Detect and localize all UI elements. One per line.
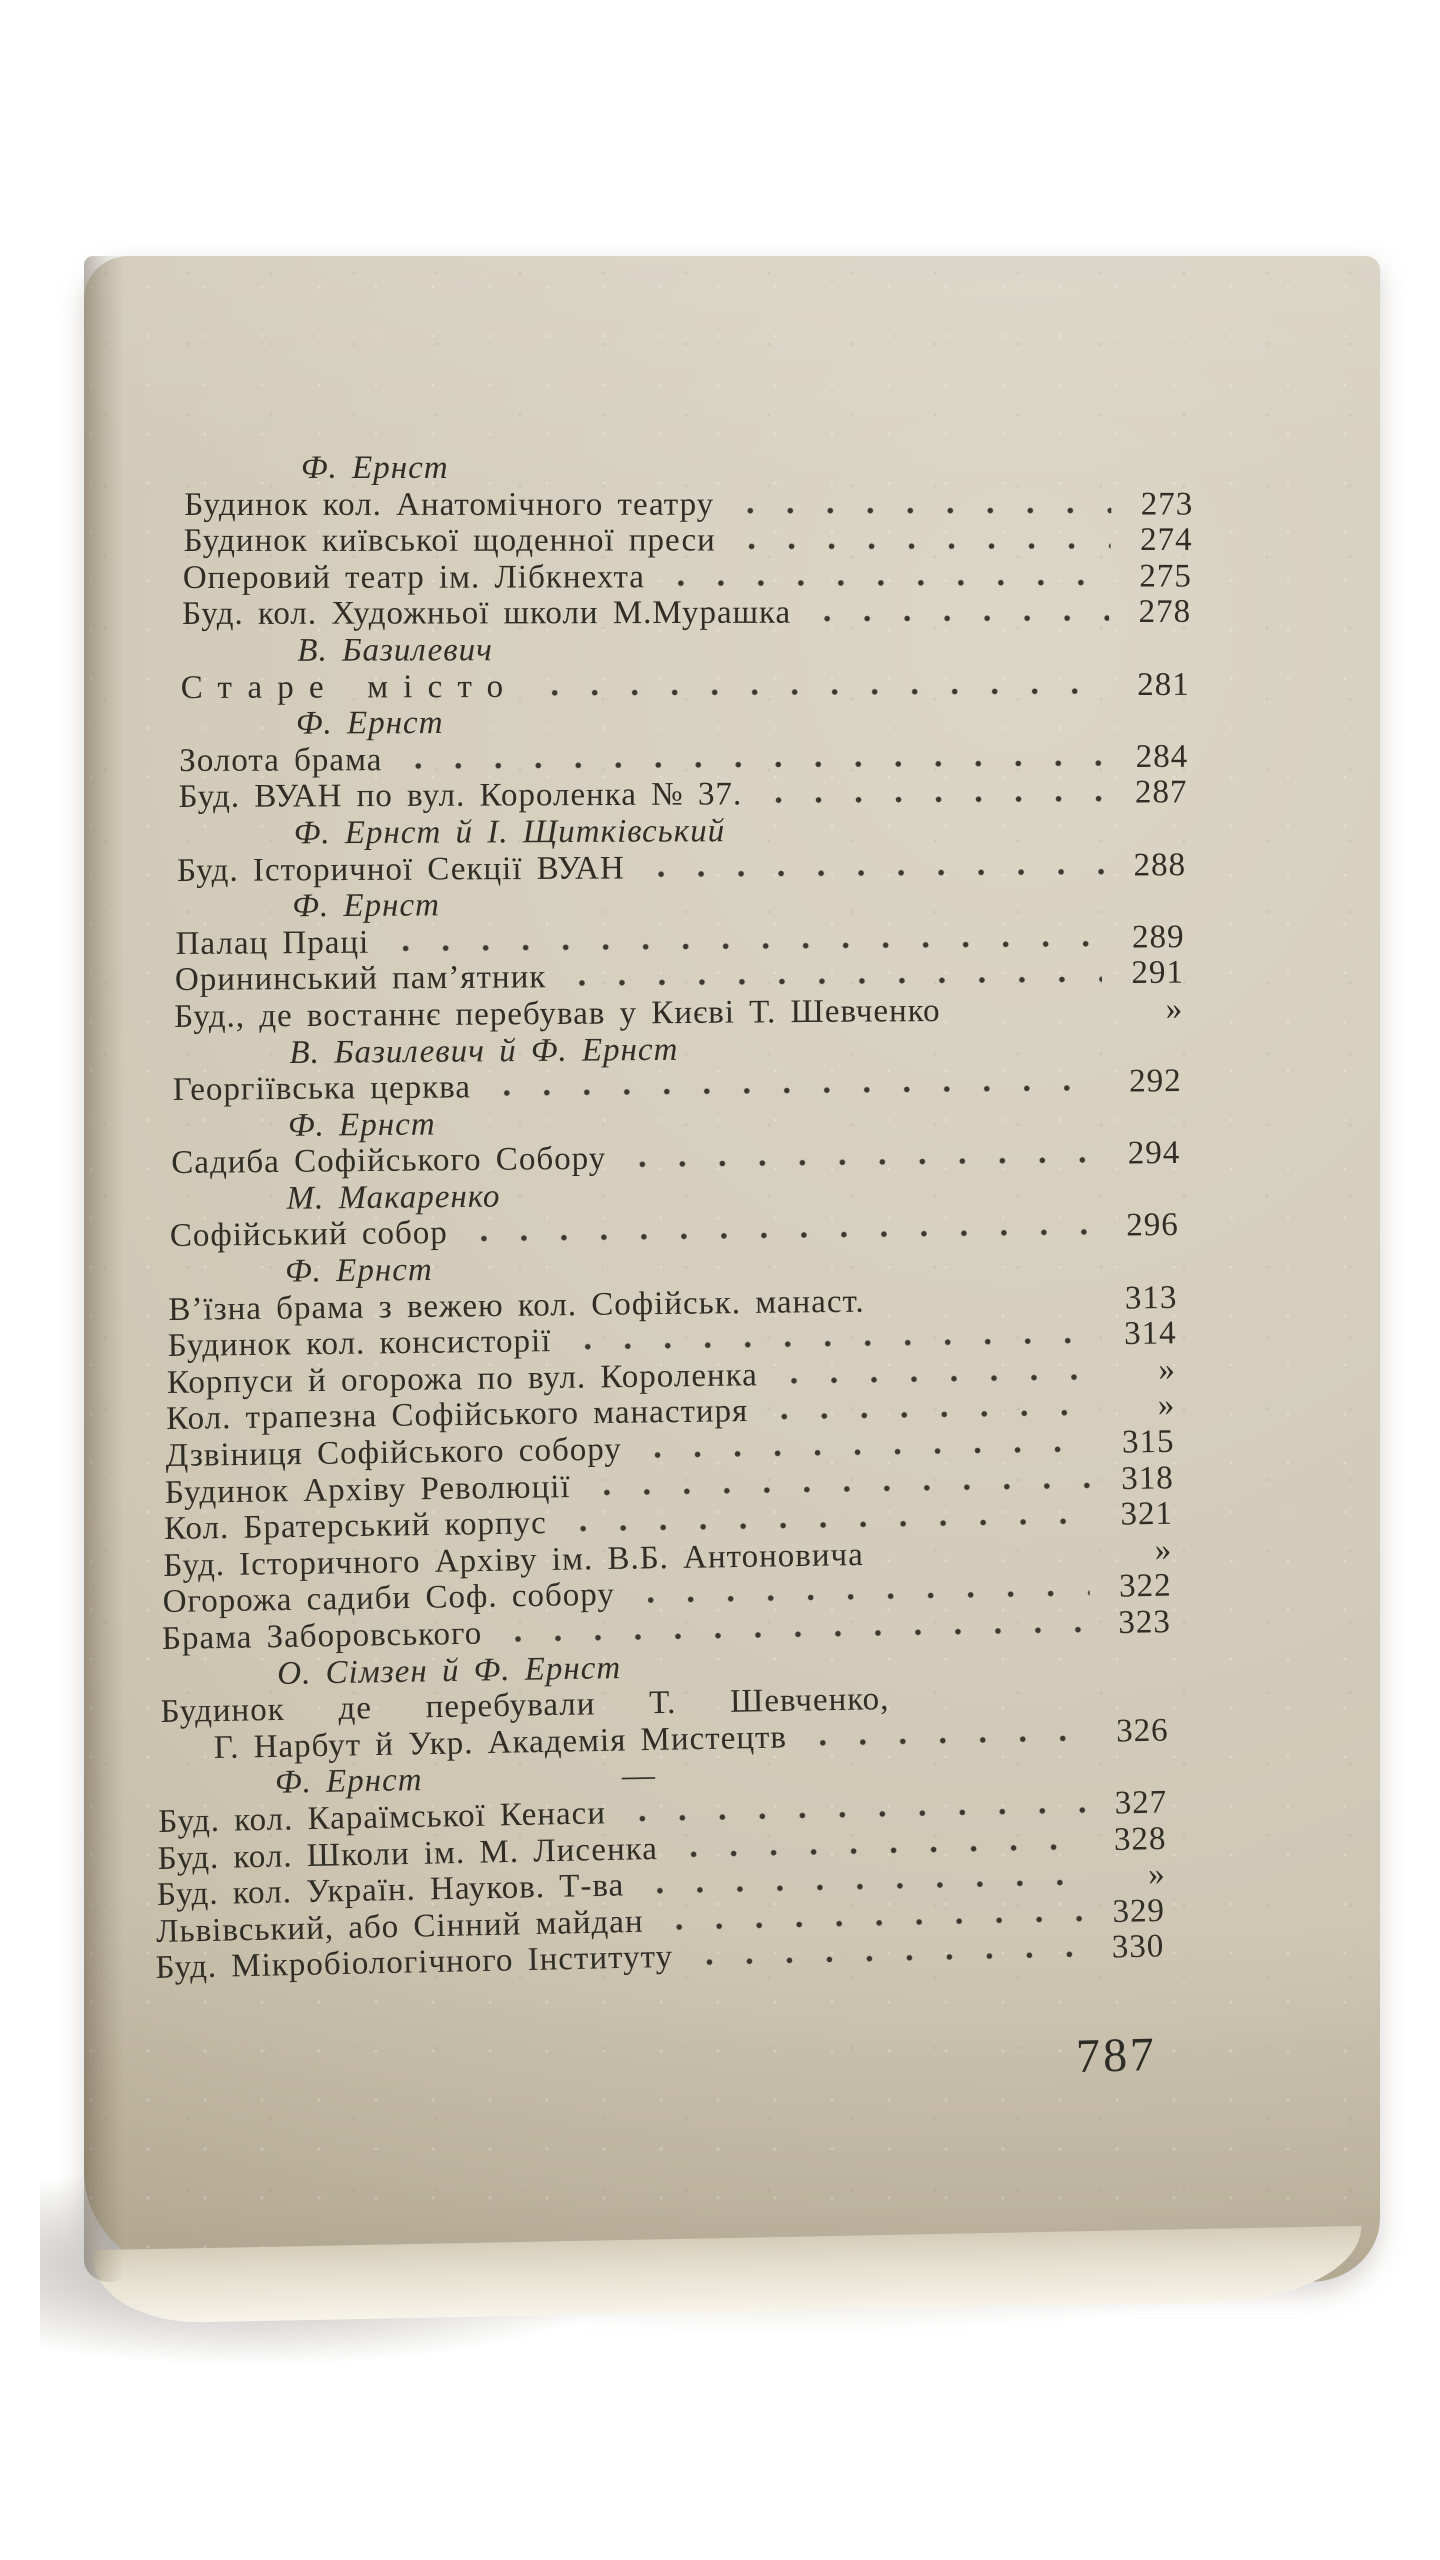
dot-leader	[641, 867, 1104, 878]
entry-title: Буд. ВУАН по вул. Короленка № 37.	[178, 776, 743, 816]
toc-row	[178, 775, 1187, 816]
dot-leader	[563, 1517, 1091, 1533]
entry-page: »	[1158, 1351, 1177, 1388]
entry-page: »	[1154, 1531, 1173, 1569]
dot-leader	[567, 1336, 1094, 1351]
entry-page: »	[1165, 990, 1184, 1028]
entry-title: Ф. Ернст	[287, 1106, 436, 1144]
entry-title: Львівський, або Сінний майдан	[155, 1903, 644, 1950]
entry-title: Георгіївська церква	[172, 1069, 472, 1109]
entry-page: 294	[1127, 1135, 1181, 1172]
entry-page: »	[1157, 1387, 1176, 1424]
entry-title: О. Сімзен й Ф. Ернст	[276, 1649, 622, 1692]
entry-title: Садиба Софійського Собору	[171, 1140, 607, 1182]
page-number: 787	[1075, 2027, 1158, 2084]
entry-title: Ф. Ернст	[301, 450, 449, 486]
dot-leader	[689, 1950, 1082, 1966]
dot-leader	[631, 1589, 1090, 1604]
entry-page: 329	[1112, 1892, 1166, 1930]
dot-leader	[498, 1625, 1089, 1643]
entry-title: Буд., де востаннє перебував у Києві Т. Шевченко	[174, 992, 941, 1035]
entry-page: 284	[1135, 738, 1189, 775]
author-dash: —	[621, 1758, 656, 1795]
entry-page: 313	[1124, 1279, 1178, 1317]
entry-title: В. Базилевич й Ф. Ернст	[289, 1031, 679, 1071]
entry-page: 322	[1118, 1568, 1172, 1605]
entry-title: Будинок кол. Анатомічного театру	[184, 486, 715, 523]
dot-leader	[732, 542, 1111, 550]
dot-leader	[464, 1228, 1097, 1243]
dot-leader	[640, 1878, 1084, 1895]
entry-title: Будинок Архіву Революції	[164, 1468, 571, 1511]
entry-title: М. Макаренко	[286, 1178, 501, 1217]
dot-leader	[587, 1481, 1092, 1496]
dot-leader	[385, 939, 1102, 952]
entry-title: В’їзна брама з вежею кол. Софійськ. манаст.	[168, 1283, 865, 1328]
book-page	[84, 256, 1380, 2282]
dot-leader	[730, 506, 1111, 514]
entry-title: Ф. Ернст	[284, 1252, 433, 1290]
entry-page: 323	[1118, 1604, 1172, 1641]
toc-row	[179, 739, 1188, 780]
entry-title: Корпуси й огорожа по вул. Короленка	[166, 1357, 759, 1401]
table-of-contents	[155, 450, 1194, 1987]
dot-leader	[398, 758, 1106, 769]
dot-leader	[661, 578, 1110, 587]
entry-title: Буд. кол. Україн. Науков. Т-ва	[156, 1867, 625, 1914]
entry-page: 328	[1113, 1820, 1167, 1858]
dot-leader	[534, 686, 1107, 696]
toc-row	[184, 486, 1193, 523]
entry-page: 321	[1120, 1495, 1174, 1533]
entry-title: Буд. кол. Караїмської Кенаси	[158, 1795, 607, 1840]
toc-row	[184, 522, 1193, 560]
entry-title: Буд. Історичної Секції ВУАН	[176, 849, 625, 889]
entry-title: Будинок київської щоденної преси	[183, 522, 716, 560]
entry-title: Орининський пам’ятник	[174, 959, 547, 999]
entry-page: 292	[1129, 1063, 1182, 1100]
entry-page: 315	[1121, 1423, 1175, 1461]
dot-leader	[674, 1842, 1085, 1858]
entry-title: Огорожа садиби Соф. собору	[162, 1577, 616, 1621]
dot-leader	[764, 1408, 1093, 1420]
toc-row	[178, 811, 1187, 853]
dot-leader	[660, 1914, 1084, 1931]
entry-page: 289	[1131, 918, 1185, 956]
entry-title: Ф. Ернст	[295, 705, 444, 742]
dot-leader	[881, 1300, 1096, 1311]
dot-leader	[957, 1011, 1102, 1020]
dot-leader	[905, 1697, 1087, 1708]
dot-leader	[807, 614, 1109, 623]
toc-row	[183, 558, 1192, 596]
entry-page: 278	[1138, 594, 1192, 631]
entry-title: Кол. трапезна Софійського манастиря	[166, 1393, 749, 1438]
entry-page: 274	[1140, 522, 1193, 559]
entry-title: Ф. Ернст	[292, 887, 441, 925]
entry-title: Дзвіниця Софійського собору	[165, 1431, 623, 1475]
toc-row	[181, 630, 1190, 669]
entry-title: Г. Нарбут й Укр. Академія Мистецтв	[213, 1719, 788, 1766]
entry-title: Ф. Ернст й І. Щитківський	[293, 813, 726, 852]
entry-title: Буд. Історичного Архіву ім. В.Б. Антоновича	[163, 1536, 865, 1584]
entry-page: 296	[1126, 1207, 1180, 1244]
dot-leader	[880, 1553, 1091, 1564]
dot-leader	[758, 795, 1105, 805]
toc-rows	[155, 450, 1194, 1987]
dot-leader	[562, 975, 1102, 987]
entry-title: Буд. кол. Художньої школи М.Мурашка	[182, 595, 792, 633]
dot-leader	[622, 1156, 1098, 1169]
dot-leader	[774, 1372, 1094, 1384]
entry-page: 291	[1131, 954, 1185, 992]
entry-title: Золота брама	[179, 741, 383, 779]
entry-title: Ф. Ернст	[274, 1762, 423, 1802]
entry-page: 330	[1111, 1928, 1165, 1966]
entry-title: Буд. кол. Школи ім. М. Лисенка	[157, 1830, 659, 1877]
entry-page: 288	[1133, 846, 1187, 884]
entry-title: Кол. Братерський корпус	[163, 1505, 548, 1548]
toc-row	[181, 666, 1190, 706]
entry-page	[1100, 1704, 1170, 1705]
entry-page: 273	[1140, 486, 1194, 523]
dot-leader	[803, 1733, 1087, 1746]
entry-page: 326	[1115, 1712, 1169, 1750]
entry-page: 318	[1120, 1459, 1174, 1497]
entry-page: »	[1147, 1856, 1167, 1893]
entry-page: 327	[1114, 1784, 1168, 1822]
entry-page: 314	[1123, 1315, 1177, 1353]
entry-title: Брама Заборовського	[161, 1615, 483, 1657]
entry-title: Будинок кол. консисторії	[167, 1323, 552, 1365]
entry-title: Старе місто	[180, 668, 519, 706]
entry-page: 287	[1134, 774, 1188, 811]
dot-leader	[622, 1806, 1085, 1823]
entry-title: Буд. Мікробіологічного Інституту	[155, 1939, 674, 1987]
dot-leader	[487, 1083, 1100, 1096]
toc-row	[185, 450, 1194, 487]
entry-page: 281	[1137, 666, 1190, 703]
toc-row	[182, 594, 1191, 633]
toc-row	[180, 702, 1189, 742]
dot-leader	[638, 1445, 1093, 1459]
entry-title: Палац Праці	[175, 924, 370, 962]
entry-title: Софійський собор	[169, 1215, 449, 1255]
entry-title: В. Базилевич	[297, 632, 493, 669]
entry-page: 275	[1139, 558, 1192, 595]
entry-title: Оперовий театр ім. Лібкнехта	[182, 559, 645, 596]
entry-title: Будинок де перебували Т. Шевченко,	[160, 1681, 890, 1731]
